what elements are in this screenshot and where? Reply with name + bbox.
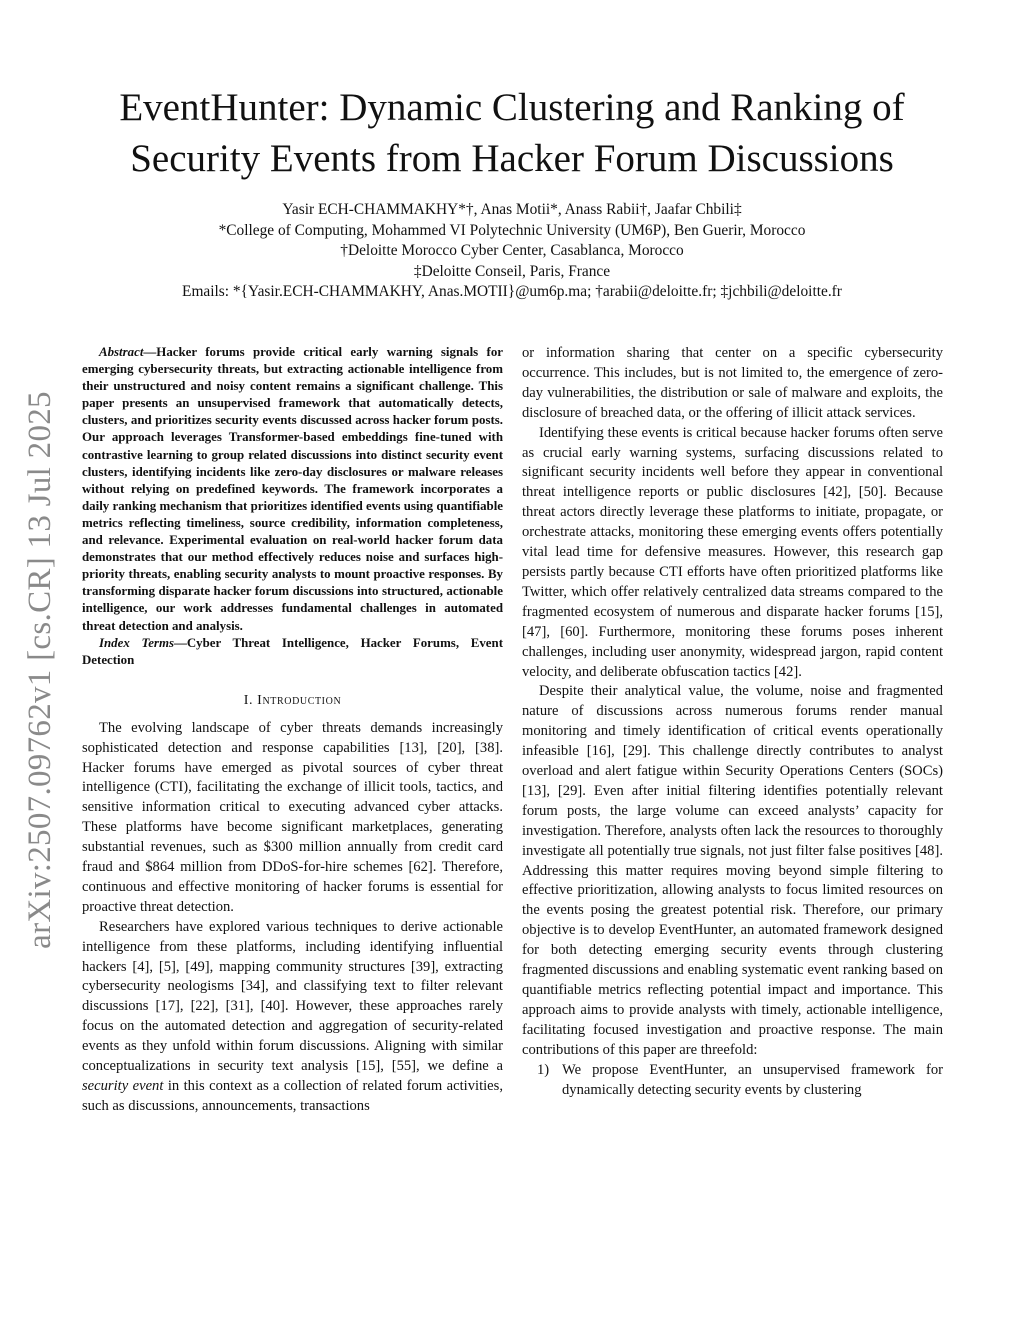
abstract [82, 344, 503, 635]
abstract-lead: Abstract [99, 345, 144, 359]
contributions-list [522, 1061, 943, 1101]
list-item-number: 1) [537, 1061, 550, 1078]
intro-paragraph-3: or information sharing that center on a specific cybersecurity occurrence. This includes, but is not limited to, the emergence of zero-day vulnerabilities, the distribution or sale of malware and exploits, the disclosure of breached data, or the offering of illicit attack services. [522, 345, 943, 421]
intro-paragraph-2-part-a: Researchers have explored various techniques to derive actionable intelligence from these platforms, including identifying influential hackers [4], [5], [49], mapping community structures [39], extracting cybersecurity neologisms [34], and classifying text to filter relevant discussions [17], [22], [31], [40]. However, these approaches rarely focus on the automated detection and aggregation of security-related events as they unfold within forum discussions. Aligning with similar conceptualizations in security text analysis [15], [55], we define a [82, 918, 503, 1075]
author-block [60, 200, 964, 303]
intro-paragraph-2-part-b: in this context as a collection of related forum activities, such as discussions, announcements, transactions [82, 1078, 503, 1114]
paper-title [60, 82, 964, 184]
affiliation-3: ‡Deloitte Conseil, Paris, France [413, 262, 611, 280]
list-item-text: We propose EventHunter, an unsupervised framework for dynamically detecting security events by clustering [562, 1061, 943, 1098]
intro-paragraph-2 [82, 918, 503, 1117]
left-column [82, 344, 503, 1117]
intro-paragraph-4: Identifying these events is critical because hacker forums often serve as crucial early warning systems, surfacing discussions related to significant security incidents well before they appear in conventional threat intelligence reports or public disclosures [42], [50]. Because threat actors directly leverage these platforms to initiate, propagate, or orchestrate attacks, monitoring these emerging events offers potentially vital lead time for defensive measures. However, this research gap persists partly because CTI efforts have often prioritized platforms like Twitter, which offer relatively centralized data streams compared to the fragmented ecosystem of numerous and disparate hacker forums [15], [47], [60]. Furthermore, monitoring these forums poses inherent challenges, including user anonymity, widespread jargon, rapid content velocity, and deliberate obfuscation tactics [42]. [522, 424, 943, 680]
title-line-2: Security Events from Hacker Forum Discussions [130, 137, 894, 180]
title-line-1: EventHunter: Dynamic Clustering and Ranking of [119, 86, 905, 129]
section-heading-introduction: I. Introduction [243, 692, 342, 708]
security-event-term: security event [82, 1078, 164, 1094]
intro-paragraph-5: Despite their analytical value, the volume, noise and fragmented nature of discussions across numerous forums render manual monitoring and timely identification of critical events operationally infeasible [16], [29]. This challenge directly contributes to analyst overload and alert fatigue within Security Operations Centers (SOCs) [13], [29]. Even after initial filtering identifies potentially relevant forum posts, the large volume can exceed analysts’ capacity for investigation. Therefore, analysts often lack the resources to thoroughly investigate all potentially true signals, not just filter false positives [48]. Addressing this matter requires moving beyond simple filtering to effective prioritization, allowing analysts to focus limited resources on the events posing the greatest potential risk. Therefore, our primary objective is to develop EventHunter, an automated framework designed for both detecting emerging security events through clustering fragmented discussions and enabling systematic event ranking based on quantifiable metrics reflecting potential impact and importance. This approach aims to provide analysts with timely, actionable intelligence, facilitating focused investigation and proactive response. The main contributions of this paper are threefold: [522, 683, 943, 1058]
author-names: Yasir ECH-CHAMMAKHY*†, Anas Motii*, Anass Rabii†, Jaafar Chbili‡ [282, 201, 742, 218]
affiliation-2: †Deloitte Morocco Cyber Center, Casablanca, Morocco [340, 242, 684, 259]
list-item [522, 1061, 943, 1101]
affiliation-1: *College of Computing, Mohammed VI Polytechnic University (UM6P), Ben Guerir, Morocco [218, 221, 806, 239]
index-terms [82, 635, 503, 669]
right-column [522, 344, 943, 1100]
author-emails: Emails: *{Yasir.ECH-CHAMMAKHY, Anas.MOTII}@um6p.ma; †arabii@deloitte.fr; ‡jchbili@deloitte.fr [182, 283, 842, 300]
index-terms-text: —Cyber Threat Intelligence, Hacker Forums, Event Detection [82, 635, 503, 667]
arxiv-stamp: arXiv:2507.09762v1 [cs.CR] 13 Jul 2025 [22, 391, 58, 949]
index-terms-lead: Index Terms [99, 635, 174, 650]
intro-paragraph-1: The evolving landscape of cyber threats demands increasingly sophisticated detection and response capabilities [13], [20], [38]. Hacker forums have emerged as pivotal sources of cyber threat intelligence (CTI), facilitating the exchange of illicit tools, tactics, and sensitive information critical to executing advanced cyber attacks. These platforms have become significant marketplaces, generating substantial revenues, such as $300 million annually from credit card fraud and $864 million from DDoS-for-hire schemes [62]. Therefore, continuous and effective monitoring of hacker forums is essential for proactive threat detection. [82, 719, 503, 915]
abstract-text: —Hacker forums provide critical early warning signals for emerging cybersecurity threats, but extracting actionable intelligence from their unstructured and noisy content remains a significant challenge. This paper presents an unsupervised framework that automatically detects, clusters, and prioritizes security events discussed across hacker forum posts. Our approach leverages Transformer-based embeddings fine-tuned with contrastive learning to group related discussions into distinct security event clusters, identifying incidents like zero-day disclosures or malware releases without relying on predefined keywords. The framework incorporates a daily ranking mechanism that prioritizes identified events using quantifiable metrics reflecting timeliness, source credibility, information completeness, and relevance. Experimental evaluation on real-world hacker forum data demonstrates that our method effectively reduces noise and surfaces high-priority threats, enabling security analysts to mount proactive responses. By transforming disparate hacker forum discussions into structured, actionable intelligence, our work addresses fundamental challenges in automated threat detection and analysis. [82, 345, 503, 633]
